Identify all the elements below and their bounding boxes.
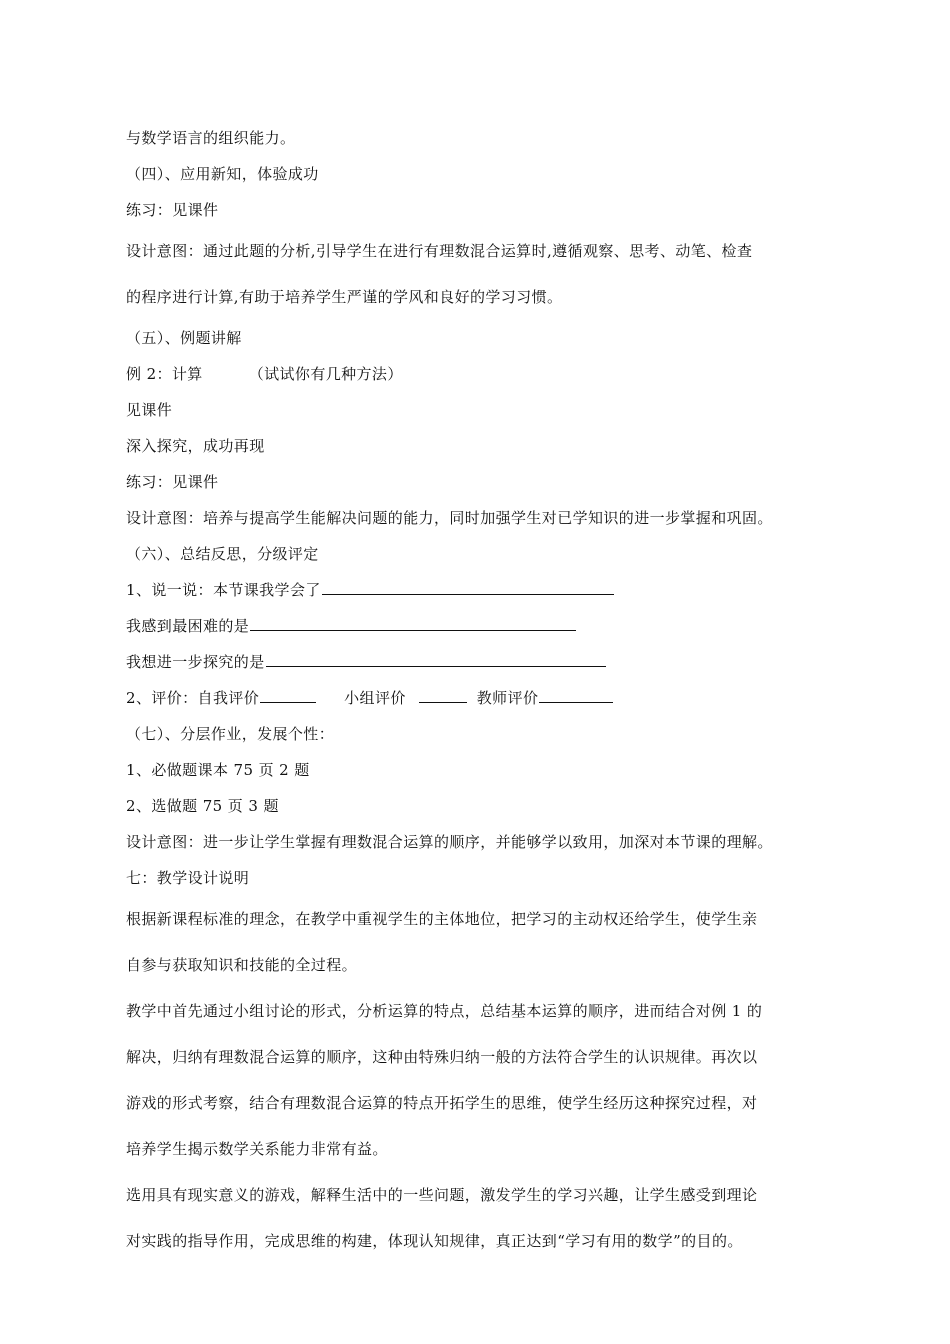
- paragraph-line: 解决，归纳有理数混合运算的顺序，这种由特殊归纳一般的方法符合学生的认识规律。再次以: [126, 1048, 758, 1066]
- fill-in-label: 1、说一说：本节课我学会了: [126, 581, 321, 599]
- teacher-eval-blank[interactable]: [539, 687, 613, 703]
- self-eval-label: 2、评价：自我评价: [126, 689, 260, 707]
- group-eval-blank[interactable]: [419, 687, 467, 703]
- answer-blank[interactable]: [250, 615, 576, 631]
- paragraph-line: 对实践的指导作用，完成思维的构建，体现认知规律，真正达到“学习有用的数学”的目的。: [126, 1232, 743, 1250]
- teacher-eval-label: 教师评价: [476, 689, 539, 707]
- paragraph-line: 游戏的形式考察，结合有理数混合运算的特点开拓学生的思维，使学生经历这种探究过程，对: [126, 1094, 758, 1112]
- fill-in-label: 我想进一步探究的是: [126, 653, 265, 671]
- paragraph-line: 2、选做题 75 页 3 题: [126, 797, 279, 815]
- document-body: [126, 120, 826, 1264]
- paragraph-line: 设计意图：进一步让学生掌握有理数混合运算的顺序，并能够学以致用，加深对本节课的理解。: [126, 833, 773, 851]
- paragraph-line: 的程序进行计算,有助于培养学生严谨的学风和良好的学习习惯。: [126, 288, 563, 306]
- section-heading-5: （五）、例题讲解: [126, 329, 242, 347]
- paragraph-line: 练习：见课件: [126, 473, 219, 491]
- paragraph-line: 见课件: [126, 401, 173, 419]
- self-eval-blank[interactable]: [260, 687, 316, 703]
- fill-in-label: 我感到最困难的是: [126, 617, 250, 635]
- group-eval-label: 小组评价: [344, 689, 406, 707]
- paragraph-line: 设计意图：通过此题的分析,引导学生在进行有理数混合运算时,遵循观察、思考、动笔、检查: [126, 242, 753, 260]
- paragraph-line: 选用具有现实意义的游戏，解释生活中的一些问题，激发学生的学习兴趣，让学生感受到理论: [126, 1186, 758, 1204]
- section-heading-7: （七）、分层作业，发展个性：: [126, 725, 335, 743]
- fill-in-line: [126, 608, 826, 644]
- paragraph-line: 自参与获取知识和技能的全过程。: [126, 956, 358, 974]
- paragraph-line: 根据新课程标准的理念，在教学中重视学生的主体地位，把学习的主动权还给学生，使学生亲: [126, 910, 758, 928]
- example-line: [126, 356, 826, 392]
- paragraph-line: 深入探究，成功再现: [126, 437, 265, 455]
- fill-in-line: [126, 644, 826, 680]
- paragraph-line: 练习：见课件: [126, 201, 219, 219]
- paragraph-line: 教学中首先通过小组讨论的形式，分析运算的特点，总结基本运算的顺序，进而结合对例 1 的: [126, 1002, 763, 1020]
- paragraph-line: 培养学生揭示数学关系能力非常有益。: [126, 1140, 388, 1158]
- section-heading-design-notes: 七：教学设计说明: [126, 869, 250, 887]
- answer-blank[interactable]: [266, 651, 606, 667]
- paragraph-line: 设计意图：培养与提高学生能解决问题的能力，同时加强学生对已学知识的进一步掌握和巩固。: [126, 509, 773, 527]
- fill-in-line: [126, 572, 826, 608]
- answer-blank[interactable]: [322, 579, 614, 595]
- paragraph-line: 与数学语言的组织能力。: [126, 129, 296, 147]
- example-label: 例 2：计算: [126, 365, 203, 383]
- example-hint: （试试你有几种方法）: [248, 365, 403, 383]
- paragraph-line: 1、必做题课本 75 页 2 题: [126, 761, 310, 779]
- evaluation-line: [126, 680, 826, 716]
- section-heading-4: （四）、应用新知，体验成功: [126, 165, 319, 183]
- section-heading-6: （六）、总结反思，分级评定: [126, 545, 319, 563]
